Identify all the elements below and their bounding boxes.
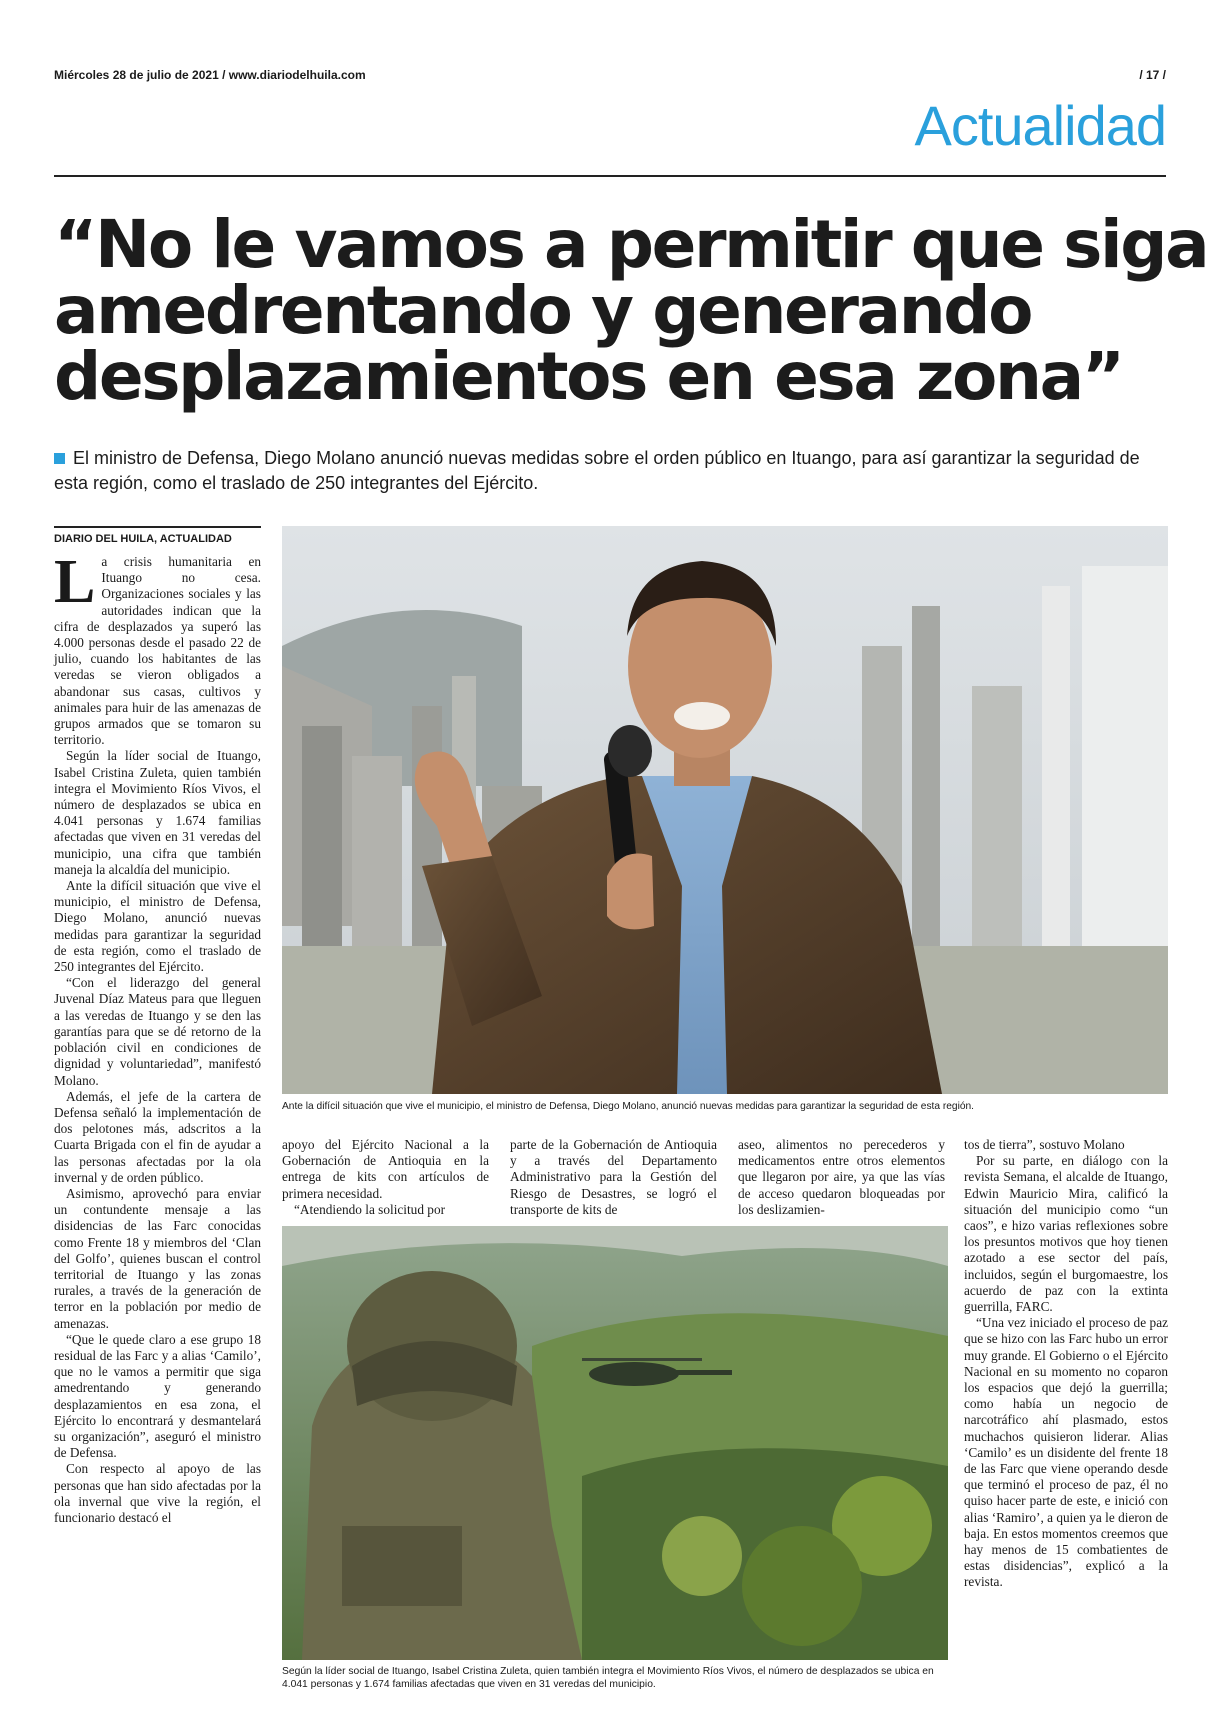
article-column-3: [510, 1137, 717, 1218]
byline: DIARIO DEL HUILA, ACTUALIDAD: [54, 526, 261, 546]
paragraph: Con respecto al apoyo de las personas que han sido afectadas por la ola invernal que vive la región, el funcionario destacó el: [54, 1461, 261, 1525]
article-column-2: [282, 1137, 489, 1218]
page-header: [54, 68, 1166, 84]
accent-square-icon: [54, 453, 65, 464]
paragraph: “Una vez iniciado el proceso de paz que se hizo con las Farc hubo un error muy grande. El Gobierno o el Ejército Nacional en su momento no coparon los espacios que dejó la guerrilla; como había un negocio de narcotráfico ahí plasmado, estos muchachos quisieron liderar. Alias ‘Camilo’ es un disidente del frente 18 de las Farc que viene operando desde que terminó el proceso de paz, él no quiso hacer parte de este, e inició con alias ‘Ramiro’, a quien ya le dieron de baja. En estos momentos creemos que hay menos de 15 combatientes de estas disidencias”, explicó a la revista.: [964, 1315, 1168, 1590]
paragraph: Según la líder social de Ituango, Isabel Cristina Zuleta, quien también integra el Movimiento Ríos Vivos, el número de desplazados se ubica en 4.041 personas y 1.674 familias afectadas que viven en 31 veredas del municipio, una cifra que también maneja la alcaldía del municipio.: [54, 748, 261, 877]
date-and-website: Miércoles 28 de julio de 2021 / www.diariodelhuila.com: [54, 68, 366, 82]
paragraph: aseo, alimentos no perecederos y medicamentos entre otros elementos que llegaron por aire, ya que las vías de acceso quedaron bloqueadas por los deslizamien-: [738, 1137, 945, 1217]
paragraph: parte de la Gobernación de Antioquia y a través del Departamento Administrativo para la Gestión del Riesgo de Desastres, se logró el transporte de kits de: [510, 1137, 717, 1217]
paragraph: Además, el jefe de la cartera de Defensa señaló la implementación de dos pelotones más, adscritos a la Cuarta Brigada con el fin de ayudar a las personas afectadas por la ola invernal y de orden público.: [54, 1088, 261, 1185]
headline-line: desplazamientos en esa zona”: [54, 338, 1123, 415]
paragraph: tos de tierra”, sostuvo Molano: [964, 1137, 1125, 1152]
headline-line: “No le vamos a permitir que siga: [54, 206, 1208, 283]
article-column-1: [54, 526, 261, 1526]
paragraph: Ante la difícil situación que vive el municipio, el ministro de Defensa, Diego Molano, anunció nuevas medidas para garantizar la seguridad de esta región, como el traslado de 250 integrantes del Ejército.: [54, 878, 261, 975]
paragraph: Por su parte, en diálogo con la revista Semana, el alcalde de Ituango, Edwin Mauricio Mira, calificó la situación del municipio como “un caos”, e hizo varias reflexiones sobre los presuntos motivos que hoy tienen azotado a ese sector del país, incluidos, según el burgomaestre, los acuerdo de paz con la extinta guerrilla, FARC.: [964, 1153, 1168, 1315]
dropcap: L: [54, 548, 96, 616]
page-number: / 17 /: [1139, 68, 1166, 82]
article-column-4: [738, 1137, 945, 1218]
paragraph: apoyo del Ejército Nacional a la Gobernación de Antioquia en la entrega de kits con artículos de primera necesidad.: [282, 1137, 489, 1201]
headline-line: amedrentando y generando: [54, 272, 1032, 349]
soldier-photo-caption: Según la líder social de Ituango, Isabel Cristina Zuleta, quien también integra el Movimiento Ríos Vivos, el número de desplazados se ubica en 4.041 personas y 1.674 familias afectadas que viven en 31 veredas del municipio.: [282, 1666, 934, 1690]
section-title: Actualidad: [914, 94, 1166, 157]
paragraph: “Atendiendo la solicitud por: [294, 1201, 446, 1217]
standfirst-text: El ministro de Defensa, Diego Molano anunció nuevas medidas sobre el orden público en Ituango, para así garantizar la seguridad de esta región, como el traslado de 250 integrantes del Ejército.: [54, 448, 1140, 493]
standfirst: [54, 446, 1169, 496]
paragraph: Asimismo, aprovechó para enviar un contundente mensaje a las disidencias de las Farc conocidas como Frente 18 y miembros del ‘Clan del Golfo’, quienes buscan el control territorial de Ituango y las zonas rurales, a través de la generación de terror en la población por medio de amenazas.: [54, 1185, 261, 1331]
header-divider: [54, 175, 1166, 177]
paragraph: La crisis humanitaria en Ituango no cesa. Organizaciones sociales y las autoridades indican que la cifra de desplazados ya superó las 4.000 personas desde el pasado 22 de julio, cuando los habitantes de las veredas se vieron obligados a abandonar sus casas, cultivos y animales para huir de las amenazas de grupos armados que se tomaron su territorio.: [54, 548, 261, 748]
soldier-helicopter-photo: [282, 1226, 948, 1660]
main-photo-caption: Ante la difícil situación que vive el municipio, el ministro de Defensa, Diego Molano, anunció nuevas medidas para garantizar la seguridad de esta región.: [282, 1101, 975, 1112]
headline: [54, 206, 1208, 415]
paragraph: “Con el liderazgo del general Juvenal Díaz Mateus para que lleguen a las veredas de Ituango y se den las garantías para que se dé retorno de la población civil en condiciones de dignidad y voluntariedad”, manifestó Molano.: [54, 975, 261, 1088]
article-column-5: [964, 1137, 1168, 1591]
main-photo: [282, 526, 1168, 1094]
paragraph: “Que le quede claro a ese grupo 18 residual de las Farc y a alias ‘Camilo’, que no le vamos a permitir que siga amedrentando y generando desplazamientos en esa zona, el Ejército lo encontrará y desmantelará su organización”, aseguró el ministro de Defensa.: [54, 1331, 261, 1461]
